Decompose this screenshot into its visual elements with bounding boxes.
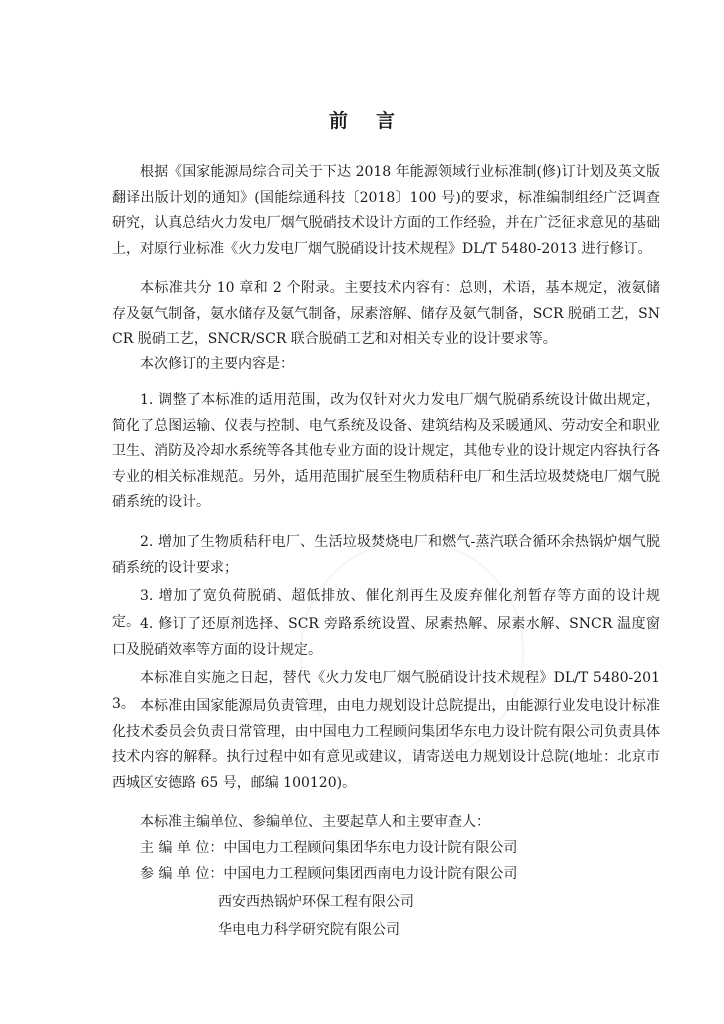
- page-title: 前言: [328, 110, 423, 132]
- participating-unit-2: 西安西热锅炉环保工程有限公司: [218, 894, 414, 910]
- paragraph-management: 本标准由国家能源局负责管理，由电力规划设计总院提出，由能源行业发电设计标准化技术委员会负责日常管理，由中国电力工程顾问集团华东电力设计院有限公司负责具体技术内容的解释。执行过程中如有意见或建议，请寄送电力规划设计总院(地址：北京市西城区安德路 65 号，邮编 100120)。: [112, 698, 660, 791]
- paragraph-revision-intro: 本次修订的主要内容是：: [140, 356, 294, 372]
- paragraph-revision-basis: 根据《国家能源局综合司关于下达 2018 年能源领域行业标准制(修)订计划及英文版翻译出版计划的通知》(国能综通科技〔2018〕100 号)的要求，标准编制组经广泛调查研究，认真总结火力发电厂烟气脱硝技术设计方面的工作经验，并在广泛征求意见的基础上，对原行业标准《火力发电厂烟气脱硝设计技术规程》DL/T 5480-2013 进行修订。: [112, 164, 660, 257]
- participating-unit-3: 华电电力科学研究院有限公司: [218, 922, 400, 938]
- revision-item-2: 2. 增加了生物质秸秆电厂、生活垃圾焚烧电厂和燃气-蒸汽联合循环余热锅炉烟气脱硝系统的设计要求；: [112, 534, 660, 576]
- paragraph-units-intro: 本标准主编单位、参编单位、主要起草人和主要审查人：: [140, 814, 490, 830]
- participating-unit: 参 编 单 位：中国电力工程顾问集团西南电力设计院有限公司: [140, 866, 518, 882]
- paragraph-replacement: 本标准自实施之日起，替代《火力发电厂烟气脱硝设计技术规程》DL/T 5480-2013。: [112, 670, 660, 712]
- revision-item-4: 4. 修订了还原剂选择、SCR 旁路系统设置、尿素热解、尿素水解、SNCR 温度窗口及脱硝效率等方面的设计规定。: [112, 616, 660, 658]
- paragraph-content-summary: 本标准共分 10 章和 2 个附录。主要技术内容有：总则，术语，基本规定，液氨储存及氨气制备，氨水储存及氨气制备，尿素溶解、储存及氨气制备，SCR 脱硝工艺，SNCR 脱硝工艺，SNCR/SCR 联合脱硝工艺和对相关专业的设计要求等。: [112, 280, 660, 348]
- revision-item-1: 1. 调整了本标准的适用范围，改为仅针对火力发电厂烟气脱硝系统设计做出规定，简化了总图运输、仪表与控制、电气系统及设备、建筑结构及采暖通风、劳动安全和职业卫生、消防及冷却水系统等各其他专业方面的设计规定，其他专业的设计规定内容执行各专业的相关标准规范。另外，适用范围扩展至生物质秸秆电厂和生活垃圾焚烧电厂烟气脱硝系统的设计。: [112, 392, 660, 511]
- revision-item-3: 3. 增加了宽负荷脱硝、超低排放、催化剂再生及废弃催化剂暂存等方面的设计规定。: [112, 588, 660, 630]
- chief-editing-unit: 主 编 单 位：中国电力工程顾问集团华东电力设计院有限公司: [140, 840, 518, 856]
